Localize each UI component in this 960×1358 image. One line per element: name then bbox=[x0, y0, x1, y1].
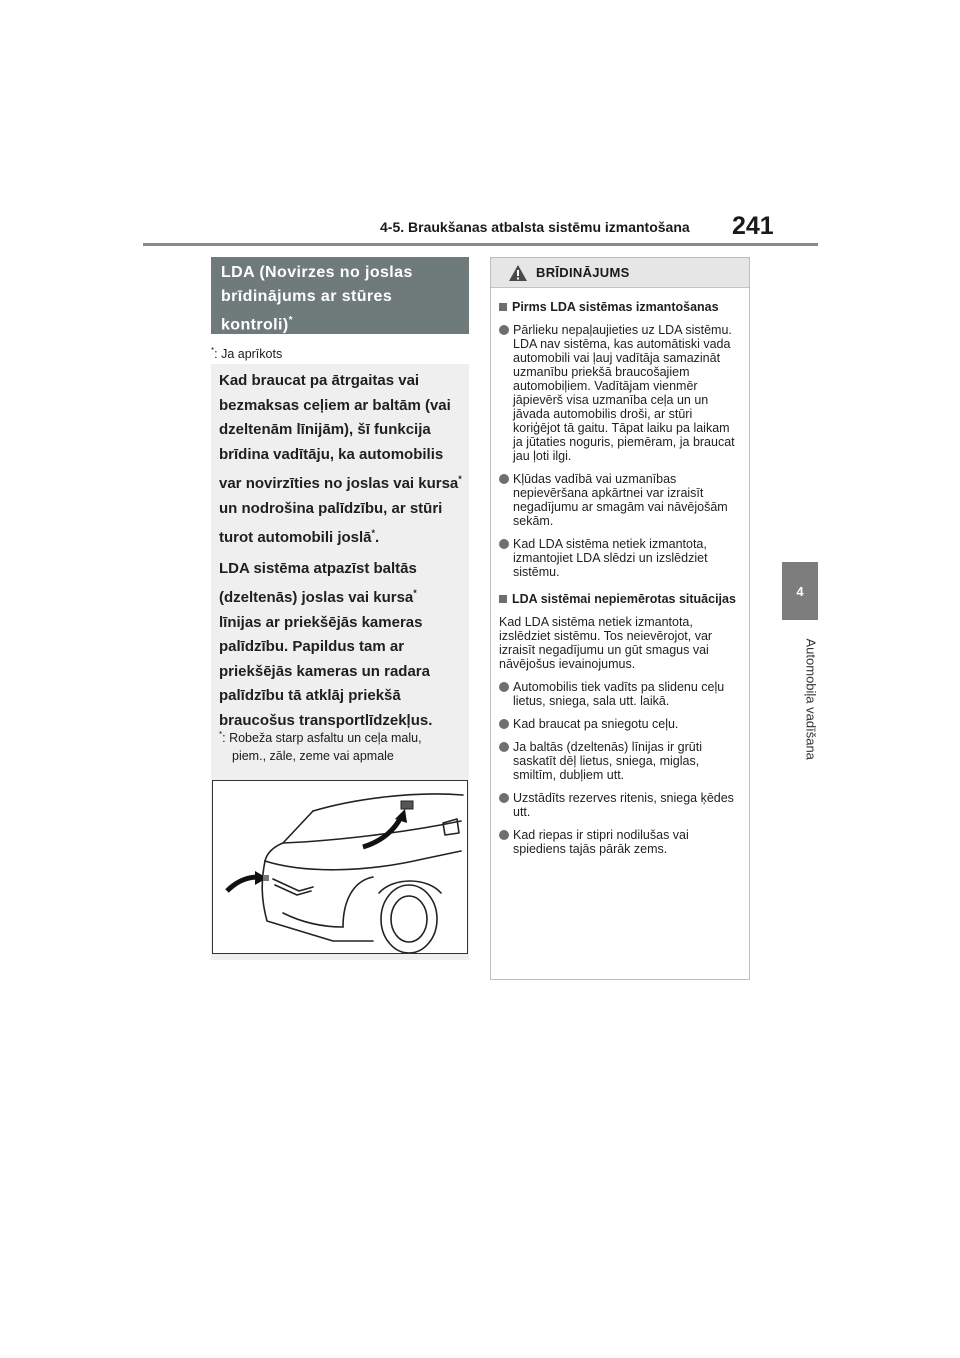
equipped-footnote bbox=[211, 346, 282, 361]
front-camera-icon bbox=[401, 801, 413, 809]
section-title-marker: * bbox=[288, 315, 293, 326]
running-header: 4-5. Braukšanas atbalsta sistēmu izmantošana bbox=[380, 219, 690, 235]
p1-part-b: un nodrošina palīdzību, ar stūri turot automobili joslā bbox=[219, 499, 443, 546]
round-bullet-icon bbox=[499, 325, 509, 335]
list-item-text: Kļūdas vadībā vai uzmanības nepievēršana apkārtnei var izraisīt negadījumu ar smagām vai nāvējošām sekām. bbox=[513, 472, 728, 528]
fender-line bbox=[343, 877, 373, 927]
list-item bbox=[499, 537, 741, 579]
p1-part-c: . bbox=[375, 529, 380, 546]
footnote-line-1: : Robeža starp asfaltu un ceļa malu, bbox=[222, 731, 422, 746]
round-bullet-icon bbox=[499, 474, 509, 484]
car-camera-radar-illustration bbox=[212, 780, 468, 954]
list-item-text: Kad braucat pa sniegotu ceļu. bbox=[513, 717, 679, 731]
list-item-text: Automobilis tiek vadīts pa slidenu ceļu lietus, sniega, sala utt. laikā. bbox=[513, 680, 725, 708]
round-bullet-icon bbox=[499, 793, 509, 803]
round-bullet-icon bbox=[499, 742, 509, 752]
list-item-text: Uzstādīts rezerves ritenis, sniega ķēdes utt. bbox=[513, 791, 734, 819]
header-divider bbox=[143, 243, 818, 246]
p1-marker-2: * bbox=[371, 528, 376, 538]
lower-grille bbox=[283, 913, 343, 927]
list-item-text: Kad LDA sistēma netiek izmantota, izmantojiet LDA slēdzi un izslēdziet sistēmu. bbox=[513, 537, 708, 579]
radar-arrow-shaft bbox=[227, 877, 259, 891]
chapter-label: Automobiļa vadīšana bbox=[803, 638, 819, 760]
heading-text: LDA sistēmai nepiemērotas situācijas bbox=[512, 592, 736, 606]
warning-title: BRĪDINĀJUMS bbox=[536, 265, 630, 280]
list-item bbox=[499, 740, 741, 782]
list-item bbox=[499, 472, 741, 528]
p2-marker: * bbox=[413, 588, 417, 598]
warning-triangle-icon bbox=[508, 264, 528, 282]
wheel-arch bbox=[379, 881, 441, 893]
p2-part-b: līnijas ar priekšējās kameras palīdzību. Papildus tam ar priekšējās kameras un radara palīdzību tā atklāj priekšā braucošus transportlīdzekļus. bbox=[219, 613, 433, 729]
roof-line bbox=[313, 794, 463, 811]
description-paragraph-1 bbox=[219, 369, 463, 551]
round-bullet-icon bbox=[499, 719, 509, 729]
description-text bbox=[219, 369, 463, 739]
list-item-text: Pārlieku nepaļaujieties uz LDA sistēmu. LDA nav sistēma, kas automātiski vada automobili vai ļauj vadītāja samazināt uzmanību priekšā braucošajiem automobiļiem. Vadītājam vienmēr jāpievērš visa uzmanība ceļa un un jāvada automobilis droši, ar stūri koriģējot tā gaitu. Tāpat laiku pa laikam ja jūtaties noguris, piemēram, ja braucat jau ļoti ilgi. bbox=[513, 323, 735, 463]
warning-body bbox=[491, 288, 749, 856]
warning-intro-paragraph: Kad LDA sistēma netiek izmantota, izslēdziet sistēmu. Tos neievērojot, var izraisīt negadījumu un gūt smagus vai nāvējošus ievainojumus. bbox=[499, 615, 713, 671]
list-item bbox=[499, 717, 741, 731]
list-item-text: Kad riepas ir stipri nodilušas vai spiediens tajās pārāk zems. bbox=[513, 828, 689, 856]
hood-left-edge bbox=[265, 843, 283, 861]
warning-heading-before-use bbox=[499, 300, 741, 314]
section-title bbox=[211, 257, 469, 334]
a-pillar bbox=[283, 811, 313, 843]
list-item bbox=[499, 828, 741, 856]
footnote-line-2: piem., zāle, zeme vai apmale bbox=[232, 749, 394, 764]
radar-sensor-icon bbox=[263, 875, 269, 881]
wheel-rim bbox=[391, 896, 427, 942]
boundary-footnote bbox=[219, 726, 465, 765]
chapter-tab bbox=[782, 562, 818, 620]
p1-part-a: Kad braucat pa ātrgaitas vai bezmaksas ceļiem ar baltām (vai dzeltenām līnijām), šī funkcija brīdina vadītāju, ka automobilis var novirzīties no joslas vai kursa bbox=[219, 372, 459, 492]
list-item bbox=[499, 323, 741, 463]
warning-box bbox=[490, 257, 750, 980]
p1-marker-1: * bbox=[458, 474, 462, 484]
chapter-number: 4 bbox=[796, 583, 804, 599]
round-bullet-icon bbox=[499, 682, 509, 692]
page-number: 241 bbox=[732, 212, 774, 240]
bumper-left bbox=[262, 861, 373, 941]
hood-front-edge bbox=[265, 851, 461, 870]
headlight-lower bbox=[275, 885, 311, 895]
section-title-text: LDA (Novirzes no joslas brīdinājums ar stūres kontroli) bbox=[221, 264, 413, 334]
description-paragraph-2 bbox=[219, 557, 463, 734]
square-bullet-icon bbox=[499, 595, 507, 603]
equipped-note: : Ja aprīkots bbox=[214, 347, 283, 362]
headlight-upper bbox=[273, 879, 313, 891]
round-bullet-icon bbox=[499, 539, 509, 549]
p2-part-a: LDA sistēma atpazīst baltās (dzeltenās) joslas vai kursa bbox=[219, 559, 417, 606]
equipped-marker: * bbox=[211, 346, 215, 355]
list-item bbox=[499, 791, 741, 819]
side-mirror bbox=[443, 819, 459, 835]
chapter-label-wrap bbox=[800, 632, 820, 782]
footnote-marker: * bbox=[219, 730, 223, 739]
square-bullet-icon bbox=[499, 303, 507, 311]
heading-text: Pirms LDA sistēmas izmantošanas bbox=[512, 300, 719, 314]
hood-rear-edge bbox=[283, 821, 461, 843]
list-item-text: Ja baltās (dzeltenās) līnijas ir grūti saskatīt dēļ lietus, sniega, miglas, smiltīm, dubļiem utt. bbox=[513, 740, 702, 782]
round-bullet-icon bbox=[499, 830, 509, 840]
warning-header bbox=[491, 258, 749, 288]
list-item bbox=[499, 680, 741, 708]
warning-heading-unsuitable bbox=[499, 592, 741, 606]
car-front-drawing bbox=[213, 781, 467, 953]
